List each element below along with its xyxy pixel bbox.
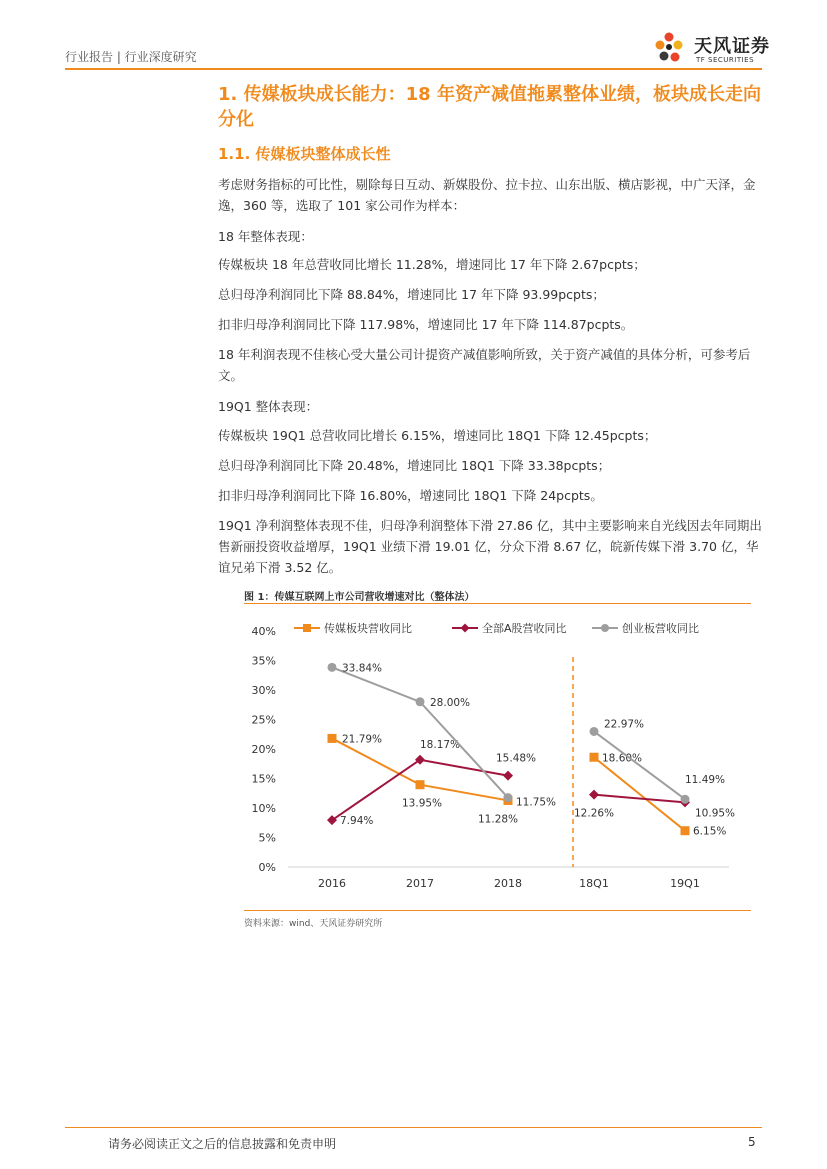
- paragraph-19q1-note: 19Q1 净利润整体表现不佳，归母净利润整体下滑 27.86 亿，其中主要影响来自光线因去年同期出售新丽投资收益增厚，19Q1 业绩下滑 19.01 亿，分众下滑 8.67 亿，皖新传媒下滑 3.70 亿，华谊兄弟下滑 3.52 亿。: [218, 518, 762, 575]
- y-tick-label: 5%: [258, 831, 276, 845]
- data-label: 6.15%: [693, 825, 727, 838]
- y-tick-label: 20%: [251, 743, 276, 756]
- data-label: 11.75%: [516, 796, 557, 809]
- data-point: [681, 826, 690, 835]
- x-tick-label: 2016: [318, 877, 346, 890]
- data-label: 21.79%: [342, 733, 383, 746]
- paragraph-2018-nonrecurring: 扣非归母净利润同比下降 117.98%，增速同比 17 年下降 114.87pcpts。: [218, 317, 634, 332]
- series-2: [328, 662, 726, 808]
- figure-top-rule: [244, 603, 751, 604]
- data-label: 28.00%: [430, 696, 471, 709]
- subsection-heading: 1.1. 传媒板块整体成长性: [218, 145, 391, 163]
- section-heading: 1. 传媒板块成长能力：18 年资产减值拖累整体业绩，板块成长走向分化: [218, 84, 761, 130]
- y-tick-label: 15%: [251, 772, 276, 786]
- y-tick-label: 35%: [251, 654, 276, 668]
- data-label: 7.94%: [340, 815, 374, 828]
- y-tick-label: 30%: [251, 684, 276, 697]
- figure-bottom-rule: [244, 910, 751, 911]
- y-tick-label: 25%: [251, 713, 276, 727]
- data-label: 22.97%: [604, 718, 645, 731]
- legend-label: 创业板营收同比: [622, 622, 699, 635]
- data-label: 18.17%: [420, 738, 461, 751]
- data-label: 33.84%: [342, 662, 383, 675]
- series-line: [594, 757, 685, 830]
- data-label: 13.95%: [402, 797, 443, 810]
- paragraph-sample: 考虑财务指标的可比性，剔除每日互动、新媒股份、拉卡拉、山东出版、横店影视，中广天泽，金逸，360 等，选取了 101 家公司作为样本：: [218, 177, 756, 213]
- y-tick-label: 40%: [251, 625, 276, 638]
- y-tick-label: 0%: [258, 861, 276, 874]
- data-point: [328, 663, 337, 672]
- paragraph-19q1-nonrecurring: 扣非归母净利润同比下降 16.80%，增速同比 18Q1 下降 24pcpts。: [218, 488, 603, 503]
- legend-marker: [303, 624, 311, 632]
- data-label: 12.26%: [574, 807, 615, 820]
- data-point: [590, 727, 599, 736]
- series-line: [594, 731, 685, 799]
- paragraph-2018-note: 18 年利润表现不佳核心受大量公司计提资产减值影响所致，关于资产减值的具体分析，可参考后文。: [218, 347, 751, 383]
- data-label: 11.49%: [685, 774, 726, 787]
- footer-divider: [65, 1127, 762, 1128]
- series-1: [327, 739, 735, 827]
- data-point: [681, 795, 690, 804]
- legend-marker: [601, 624, 609, 632]
- data-label: 18.60%: [602, 752, 643, 765]
- data-label: 10.95%: [695, 807, 736, 820]
- legend-marker: [461, 624, 470, 633]
- legend-label: 全部A股营收同比: [482, 622, 567, 635]
- data-point: [590, 753, 599, 762]
- header-breadcrumb: 行业报告 | 行业深度研究: [65, 50, 197, 64]
- x-tick-label: 19Q1: [670, 877, 700, 890]
- y-tick-label: 10%: [251, 802, 276, 815]
- figure-source: 资料来源：wind、天风证券研究所: [244, 919, 383, 929]
- figure-title: 图 1：传媒互联网上市公司营收增速对比（整体法）: [244, 592, 475, 603]
- paragraph-2018-profit: 总归母净利润同比下降 88.84%，增速同比 17 年下降 93.99pcpts；: [218, 287, 605, 302]
- data-point: [589, 790, 599, 800]
- x-tick-label: 2018: [494, 877, 522, 890]
- data-point: [328, 734, 337, 743]
- paragraph-19q1-title: 19Q1 整体表现：: [218, 399, 319, 414]
- data-label: 11.28%: [478, 813, 519, 826]
- logo-name: 天风证券: [694, 36, 770, 57]
- data-point: [504, 793, 513, 802]
- x-tick-label: 2017: [406, 877, 434, 890]
- paragraph-2018-revenue: 传媒板块 18 年总营收同比增长 11.28%，增速同比 17 年下降 2.67pcpts；: [218, 257, 646, 272]
- x-tick-label: 18Q1: [579, 877, 609, 890]
- paragraph-2018-title: 18 年整体表现：: [218, 229, 313, 244]
- data-point: [416, 697, 425, 706]
- data-label: 15.48%: [496, 752, 537, 765]
- footer-disclaimer: 请务必阅读正文之后的信息披露和免责申明: [108, 1137, 337, 1151]
- revenue-growth-chart: [244, 605, 751, 909]
- paragraph-19q1-revenue: 传媒板块 19Q1 总营收同比增长 6.15%，增速同比 18Q1 下降 12.45pcpts；: [218, 428, 657, 443]
- data-point: [503, 771, 513, 781]
- paragraph-19q1-profit: 总归母净利润同比下降 20.48%，增速同比 18Q1 下降 33.38pcpts；: [218, 458, 611, 473]
- series-line: [594, 795, 685, 803]
- header-divider: [65, 68, 762, 70]
- page-number: 5: [748, 1135, 756, 1149]
- legend-label: 传媒板块营收同比: [324, 622, 412, 635]
- logo-name-en: TF SECURITIES: [696, 56, 755, 64]
- data-point: [416, 780, 425, 789]
